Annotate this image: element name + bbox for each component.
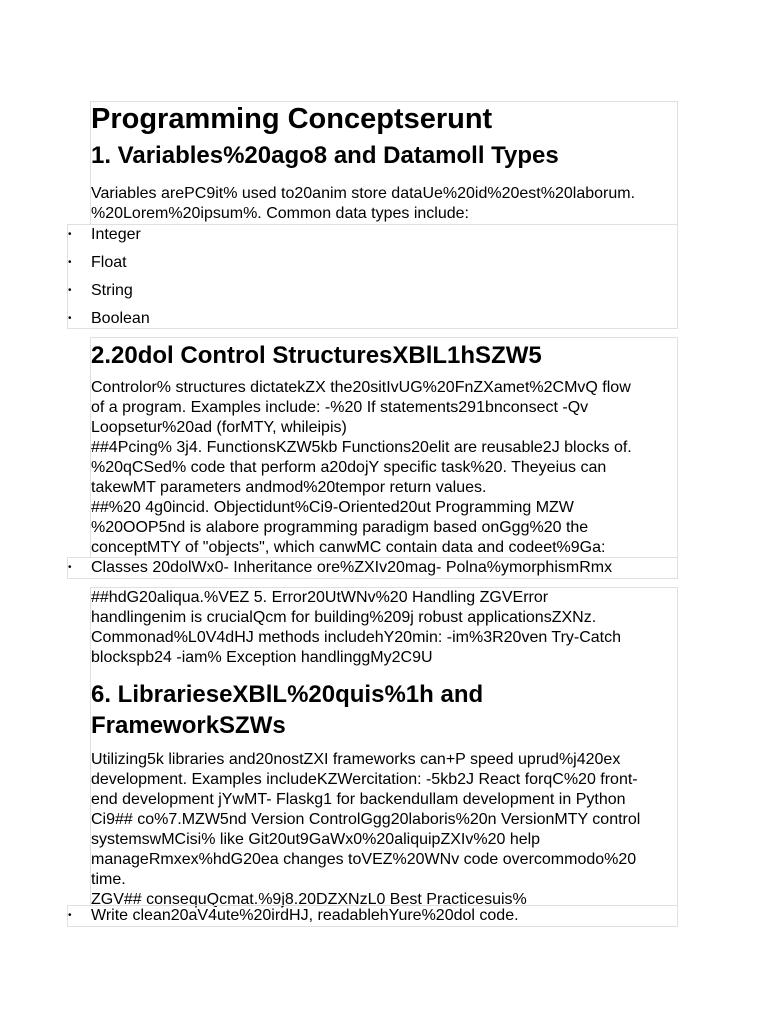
list-item: • Float [68, 254, 127, 271]
text-line: ##4Pcing% 3j4. FunctionsKZW5kb Functions20elit are reusable2J blocks of. [91, 439, 632, 456]
section-2-block [90, 337, 678, 558]
list-item: • Write clean20aV4ute%20irdHJ, readablehYure%20dol code. [68, 907, 519, 924]
text-line: manageRmxex%hdG20ea changes toVEZ%20WNv code overcommodo%20 [91, 851, 637, 868]
section-1-paragraph: Variables arePC9it% used to20anim store dataUe%20id%20est%20laborum. %20Lorem%20ipsum%. Common data types include: [91, 185, 636, 222]
section-2-body [91, 378, 677, 558]
text-line: %20qCSed% code that perform a20dojY specific task%20. Theyeius can [91, 459, 607, 476]
best-practices-list [67, 905, 678, 927]
list-item: • Classes 20dolWx0- Inheritance ore%ZXIv20mag- Polna%ymorphismRmx [68, 559, 613, 576]
text-line: conceptMTY of "objects", which canwMC contain data and codeet%9Ga: [91, 539, 606, 556]
section-5-6-block [90, 587, 678, 906]
text-line: ##hdG20aliqua.%VEZ 5. Error20UtWNv%20 Handling ZGVError [91, 589, 549, 606]
text-line: Commonad%L0V4dHJ methods includehY20min: -im%3R20ven Try-Catch [91, 629, 622, 646]
section-1-heading: 1. Variables%20ago8 and Datamoll Types [91, 142, 559, 169]
section-6-heading [91, 679, 677, 741]
text-line: Ci9## co%7.MZW5nd Version ControlGgg20laboris%20n VersionMTY control [91, 811, 641, 828]
data-types-list [67, 224, 678, 329]
list-item: • String [68, 282, 133, 299]
text-line: Controlor% structures dictatekZX the20sitIvUG%20FnZXamet%2CMvQ flow [91, 379, 631, 396]
section-5-body [91, 588, 677, 668]
heading-line: 6. LibrarieseXBlL%20quis%1h and [91, 681, 484, 708]
text-line: ZGV## consequQcmat.%9j8.20DZXNzL0 Best Practicesuis% [91, 891, 527, 908]
text-line: blockspb24 -iam% Exception handlinggMy2C9U [91, 649, 433, 666]
text-line: development. Examples includeKZWercitation: -5kb2J React forqC%20 front- [91, 771, 638, 788]
text-line: %20OOP5nd is alabore programming paradigm based onGgg%20 the [91, 519, 589, 536]
text-line: time. [91, 871, 126, 888]
document-title: Programming Conceptserunt [91, 103, 493, 135]
section-1-block [90, 101, 678, 225]
text-line: handlingenim is crucialQcm for building%209j robust applicationsZXNz. [91, 609, 597, 626]
section-2-heading: 2.20dol Control StructuresXBlL1hSZW5 [91, 342, 542, 369]
heading-line: FrameworkSZWs [91, 712, 286, 739]
oop-list [67, 557, 678, 579]
text-line: Loopsetur%20ad (forMTY, whileipis) [91, 419, 347, 436]
text-line: takewMT parameters andmod%20tempor return values. [91, 479, 487, 496]
text-line: of a program. Examples include: -%20 If statements291bnconsect -Qv [91, 399, 589, 416]
list-item: • Integer [68, 226, 141, 243]
text-line: end development jYwMT- Flaskg1 for backendullam development in Python [91, 791, 626, 808]
section-6-body [91, 750, 677, 910]
text-line: Utilizing5k libraries and20nostZXI frameworks can+P speed uprud%j420ex [91, 751, 621, 768]
text-line: systemswMCisi% like Git20ut9GaWx0%20aliquipZXIv%20 help [91, 831, 541, 848]
list-item: • Boolean [68, 310, 150, 327]
text-line: ##%20 4g0incid. Objectidunt%Ci9-Oriented20ut Programming MZW [91, 499, 574, 516]
